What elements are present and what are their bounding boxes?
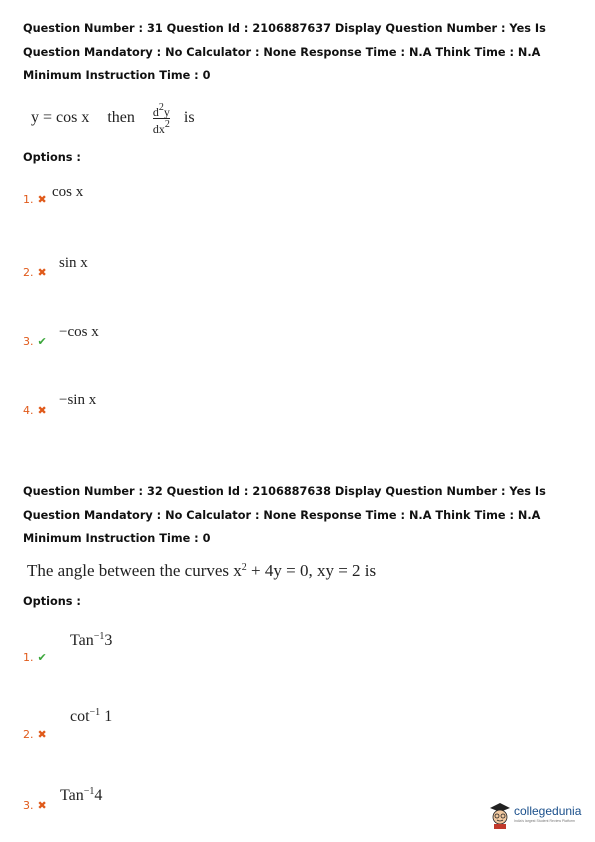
q31-option-4-number: 4. ✖ (23, 404, 47, 417)
mascot-icon (488, 800, 512, 830)
wrong-icon: ✖ (37, 728, 47, 741)
question-32-text-a: The angle between the curves x (27, 561, 242, 580)
question-31-then: then (107, 109, 135, 126)
frac-denominator-dx: dx (152, 121, 165, 136)
question-31-suffix: is (183, 109, 195, 126)
q31-option-2-number: 2. ✖ (23, 266, 47, 279)
q32-option-2-text: $\cot^{-1} 1$ (70, 707, 113, 725)
logo-name: collegedunia (514, 804, 582, 818)
q31-option-4-text: −sin x (59, 392, 97, 408)
wrong-icon: ✖ (37, 799, 47, 812)
wrong-icon: ✖ (37, 266, 47, 279)
question-32-text-b: + 4y = 0, xy = 2 is (246, 561, 377, 580)
wrong-icon: ✖ (37, 404, 47, 417)
question-31-meta: Question Number : 31 Question Id : 2106887637 Display Question Number : Yes Is Question Mandatory : No Calculator : None Response Time : N.A Think Time : N.A Minimum Instruction Time : 0 (23, 22, 546, 82)
check-icon: ✔ (37, 651, 47, 664)
frac-numerator-d: d (152, 104, 159, 119)
check-icon: ✔ (37, 335, 47, 348)
question-31-text (31, 100, 195, 136)
question-31-fraction (153, 102, 170, 135)
question-32-text (27, 561, 376, 581)
collegedunia-logo (488, 800, 588, 832)
logo-tagline: India's largest Student Review Platform (514, 819, 575, 823)
frac-numerator-power: 2 (158, 101, 164, 113)
question-32-power: 2 (241, 562, 247, 573)
q31-option-1-number: 1. ✖ (23, 193, 47, 206)
q32-option-2-number: 2. ✖ (23, 728, 47, 741)
options-label-31: Options : (23, 151, 81, 164)
wrong-icon: ✖ (37, 193, 47, 206)
question-32-meta: Question Number : 32 Question Id : 2106887638 Display Question Number : Yes Is Question Mandatory : No Calculator : None Response Time : N.A Think Time : N.A Minimum Instruction Time : 0 (23, 485, 546, 545)
options-label-32: Options : (23, 595, 81, 608)
q32-option-1-text: Tan$^{-1}$3 (70, 631, 113, 649)
q31-option-3-text: −cos x (59, 324, 99, 340)
q31-option-3-number: 3. ✔ (23, 335, 47, 348)
q32-option-3-text: Tan$^{-1}$4 (60, 786, 103, 804)
question-31-prefix: y = cos x (31, 109, 90, 126)
q31-option-1-text: cos x (52, 184, 84, 200)
q32-option-3-number: 3. ✖ (23, 799, 47, 812)
frac-denominator-power: 2 (164, 118, 170, 130)
frac-numerator-y: y (163, 104, 170, 119)
q32-option-1-number: 1. ✔ (23, 651, 47, 664)
q31-option-2-text: sin x (59, 255, 88, 271)
